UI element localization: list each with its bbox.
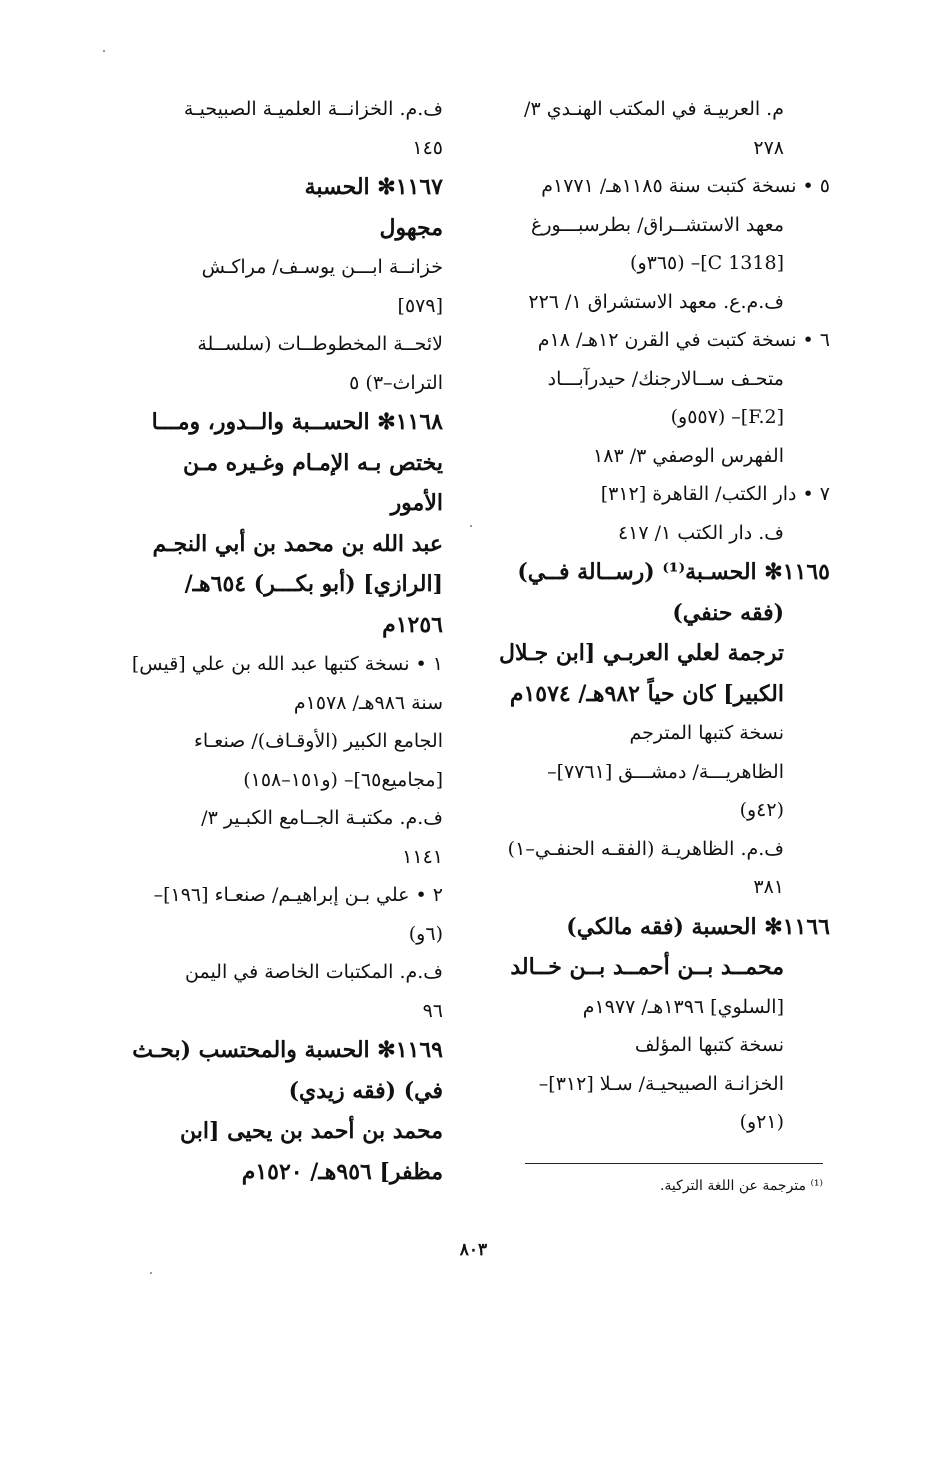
- text-line: ف.م. المكتبات الخاصة في اليمن: [185, 961, 443, 983]
- text-line: نسخة كتبها المترجم: [629, 722, 784, 744]
- footnote: ⁽¹⁾ مترجمة عن اللغة التركية.: [659, 1178, 823, 1194]
- text-line: ٢ • علي بـن إبراهيـم/ صنعـاء [١٩٦]–: [153, 884, 443, 906]
- entry-heading-line: محمــد بــن أحمــد بــن خــالد: [510, 954, 784, 980]
- entry-heading-line: في) (فقه زيدي): [288, 1077, 443, 1104]
- text-line: ف.م. الظاهريـة (الفقـه الحنفـي–١): [507, 837, 784, 860]
- text-line: خزانــة ابـــن يوسـف/ مراكـش: [201, 256, 443, 278]
- text-line: (٦و): [408, 922, 443, 945]
- text-line: ف. دار الكتب ١/ ٤١٧: [617, 521, 784, 544]
- text-line: الظاهريـــة/ دمشـــق [٧٧٦١]–: [547, 760, 784, 783]
- text-line: الجامع الكبير (الأوقـاف)/ صنعـاء: [193, 730, 443, 752]
- text-line: [C 1318]– (٣٦٥و): [630, 252, 784, 274]
- text-line: ٥ • نسخة كتبت سنة ١١٨٥هـ/ ١٧٧١م: [541, 175, 830, 197]
- text-line: الخزانـة الصبيحيـة/ سـلا [٣١٢]–: [538, 1072, 784, 1095]
- entry-heading-line: (فقه حنفي): [672, 599, 784, 626]
- text-line: ٩٦: [422, 999, 443, 1022]
- entry-heading-line: ١١٦٧✻ الحسبة: [304, 174, 443, 200]
- scan-speck: [150, 1272, 152, 1274]
- text-line: (٤٢و): [739, 799, 784, 821]
- scan-speck: [103, 50, 105, 52]
- entry-heading-line: الكبير] كان حياً ٩٨٢هـ/ ١٥٧٤م: [509, 680, 784, 707]
- text-line: ٧ • دار الكتب/ القاهرة [٣١٢]: [600, 483, 830, 505]
- entry-heading-line: ١١٦٦✻ الحسبة (فقه مالكي): [566, 913, 830, 940]
- right-column: [495, 90, 830, 1142]
- text-line: ٢٧٨: [753, 136, 784, 159]
- text-line: متحـف ســالارجنك/ حيدرآبـــاد: [547, 367, 784, 390]
- text-line: نسخة كتبها المؤلف: [634, 1034, 784, 1056]
- text-line: ١١٤١: [402, 845, 443, 868]
- scan-speck: [470, 525, 472, 527]
- entry-heading-line: ١١٦٥✻ الحسـبة⁽¹⁾ (رســالة فــي): [517, 559, 830, 585]
- entry-heading-line: يختص بـه الإمـام وغـيره مـن: [183, 449, 443, 476]
- text-line: ف.م. الخزانــة العلميـة الصبيحيـة: [183, 98, 443, 120]
- text-line: الفهرس الوصفي ٣/ ١٨٣: [593, 444, 784, 467]
- entry-heading-line: [الرازي] (أبو بكـــر) ٦٥٤هـ/: [184, 571, 443, 597]
- entry-heading-line: ١١٦٨✻ الحســبة والــدور، ومـــا: [151, 409, 443, 435]
- text-line: [مجاميع٦٥]– (و١٥١–١٥٨): [243, 768, 443, 791]
- text-line: ١٤٥: [412, 136, 443, 159]
- text-line: التراث–٣) ٥: [349, 371, 443, 394]
- text-line: م. العربيـة في المكتب الهنـدي ٣/: [524, 98, 784, 120]
- text-line: ٣٨١: [753, 876, 784, 898]
- text-line: [السلوي] ١٣٩٦هـ/ ١٩٧٧م: [582, 995, 784, 1018]
- text-line: لائحــة المخطوطــات (سلســلة: [197, 333, 443, 355]
- entry-heading-line: ١١٦٩✻ الحسبة والمحتسب (بحـث: [132, 1037, 443, 1063]
- text-line: ف.م. مكتبـة الجــامع الكبـير ٣/: [201, 807, 443, 829]
- footnote-rule: [525, 1163, 823, 1164]
- entry-heading-line: محمد بن أحمد بن يحيى [ابن: [180, 1118, 443, 1144]
- entry-heading-line: مظفر] ٩٥٦هـ/ ١٥٢٠م: [241, 1158, 443, 1185]
- entry-heading-line: ترجمة لعلي العربـي [ابن جـلال: [499, 640, 784, 666]
- page-number: ٨٠٣: [459, 1240, 488, 1260]
- text-line: ٦ • نسخة كتبت في القرن ١٢هـ/ ١٨م: [537, 329, 830, 351]
- text-line: (٢١و): [739, 1111, 784, 1133]
- text-line: سنة ٩٨٦هـ/ ١٥٧٨م: [293, 691, 443, 714]
- entry-heading-line: مجهول: [379, 214, 443, 241]
- left-column: [105, 90, 443, 1192]
- entry-heading-line: عبد الله بن محمد بن أبي النجـم: [152, 530, 443, 557]
- text-line: ١ • نسخة كتبها عبد الله بن علي [قيس]: [131, 653, 443, 675]
- text-line: معهد الاستشــراق/ بطرسبـــورغ: [531, 213, 784, 236]
- text-line: [F.2]– (٥٥٧و): [670, 406, 784, 428]
- text-line: ف.م.ع. معهد الاستشراق ١/ ٢٢٦: [528, 290, 784, 313]
- entry-heading-line: ١٢٥٦م: [382, 611, 443, 638]
- text-line: [٥٧٩]: [397, 294, 443, 317]
- entry-heading-line: الأمور: [390, 490, 443, 516]
